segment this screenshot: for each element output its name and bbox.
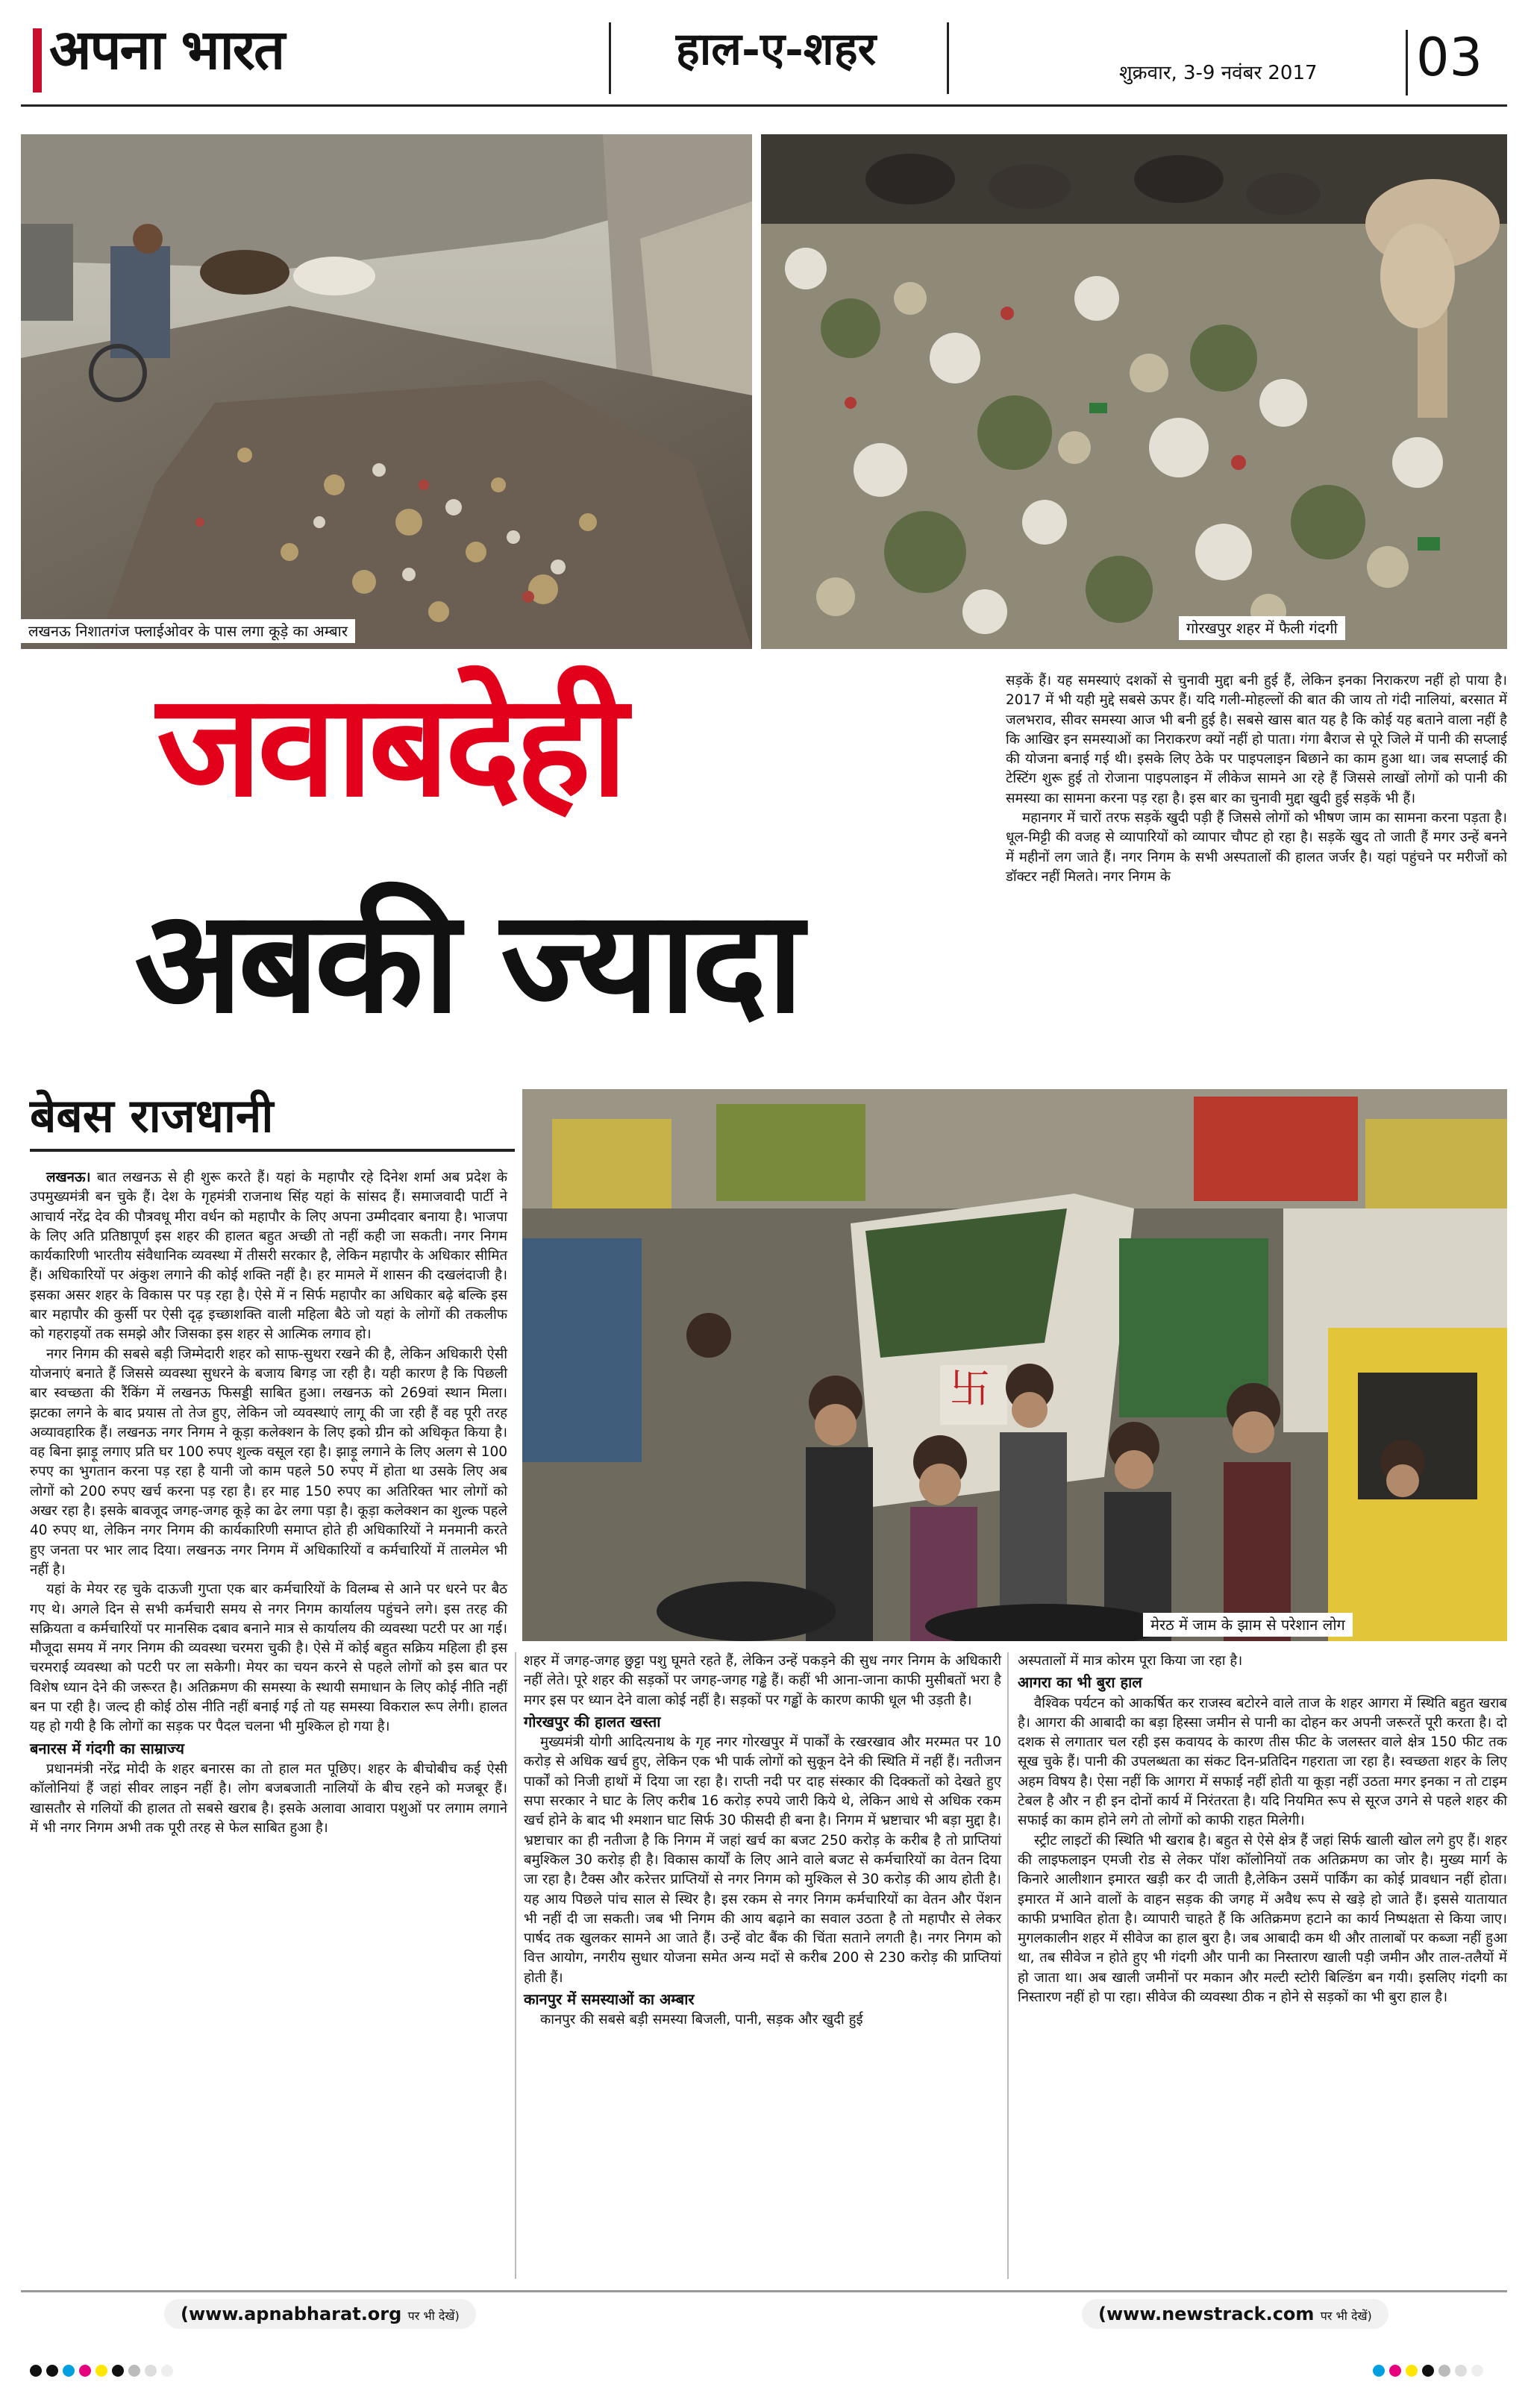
kanpur-subheading: कानपुर में समस्याओं का अम्बार xyxy=(524,1990,695,2009)
column-2-para-3: कानपुर की सबसे बड़ी समस्या बिजली, पानी, सड़क और खुदी हुई xyxy=(540,2012,863,2028)
column-2 xyxy=(524,1652,1001,2031)
dateline-lucknow: लखनऊ। xyxy=(46,1170,91,1185)
newspaper-logo: अपना भारत xyxy=(49,18,284,82)
column-1-para-3: यहां के मेयर रह चुके दाऊजी गुप्ता एक बार कर्मचारियों के विलम्ब से आने पर धरने पर बैठ गए थे। अगले दिन से सभी कर्मचारी समय से नगर निगम कार्यालय पहुंचने लगे। इस तरह की सक्रियता व कर्मचारियों पर मानसिक दबाव बनाने मात्र से कार्यालय की व्यवस्था पटरी पर आ गई। मौजूदा समय में नगर निगम की व्यवस्था चरमरा चुकी है। ऐसे में कोई बहुत सक्रिय महिला ही इस चरमराई व्यवस्था को पटरी पर ला सकेगी। मेयर का चयन करने से पहले लोगों को इस बात पर विशेष ध्यान देने की जरूरत है। अतिक्रमण की समस्या के स्थायी समाधान के लिए कोई नीति नहीं बन पा रही है। जल्द ही कोई ठोस नीति नहीं बनाई गई तो यह समस्या विकराल रूप लेगी। हालत यह हो गयी है कि लोगों का सड़क पर पैदल चलना भी मुश्किल हो गया है। xyxy=(30,1581,507,1735)
column-2-para-1: शहर में जगह-जगह छुट्टा पशु घूमते रहते हैं, लेकिन उन्हें पकड़ने की सुध नगर निगम के अधिकारी नहीं लेते। पूरे शहर की सड़कों पर जगह-जगह गड्ढे हैं। कहीं भी आना-जाना काफी मुसीबतों भरा है मगर इस पर ध्यान देने वाला कोई नहीं है। सड़कों पर गड्ढों के कारण काफी धूल भी उड़ती है। xyxy=(524,1653,1001,1708)
agra-subheading: आगरा का भी बुरा हाल xyxy=(1018,1673,1142,1692)
column-divider-2 xyxy=(1007,1652,1009,2279)
footer-link-newstrack[interactable] xyxy=(1082,2299,1388,2329)
column-1-para-4: प्रधानमंत्री नरेंद्र मोदी के शहर बनारस का तो हाल मत पूछिए। शहर के बीचोबीच कई ऐसी कॉलोनियां हैं जहां सीवर लाइन नहीं है। लोग बजबजाती नालियों के बीच रहने को मजबूर हैं। खासतौर से गलियों की हालत तो सबसे खराब है। इसके अलावा आवारा पशुओं पर लगाम लगाने में भी नगर निगम अभी तक पूरी तरह से फेल साबित हुआ है। xyxy=(30,1760,507,1836)
footer-left-suffix: पर भी देखें) xyxy=(407,2309,460,2323)
gorakhpur-subheading: गोरखपुर की हालत खस्ता xyxy=(524,1712,661,1731)
lucknow-photo-caption: लखनऊ निशातगंज फ्लाईओवर के पास लगा कूड़े का अम्बार xyxy=(21,619,355,643)
column-3-para-2: वैश्विक पर्यटन को आकर्षित कर राजस्व बटोरने वाले ताज के शहर आगरा में स्थिति बहुत खराब है। आगरा की आबादी का बड़ा हिस्सा जमीन से पानी का दोहन कर अपनी जरूरतें पूरी करता है। दो दशक से लगातार चल रही इस कवायद के कारण तीस फीट के जलस्तर वाले क्षेत्र 150 फीट तक सूख चुके हैं। पानी की उपलब्धता का संकट दिन-प्रतिदिन गहराता जा रहा है। स्वच्छता शहर के लिए अहम विषय है। ऐसा नहीं कि आगरा में सफाई नहीं होती या कूड़ा नहीं उठता मगर इनका न तो टाइम टेबल है और न ही इन दोनों कार्य में निरंतरता है। यदि नियमित रूप से सूरज उगने से पहले शहर की सफाई का काम होने लगे तो लोगों को काफी राहत मिलेगी। xyxy=(1018,1695,1507,1829)
column-3-top-para-1: सड़कें हैं। यह समस्याएं दशकों से चुनावी मुद्दा बनी हुई हैं, लेकिन इनका निराकरण नहीं हो पाया है। 2017 में भी यही मुद्दे सबसे ऊपर हैं। यदि गली-मोहल्लों की बात की जाय तो गंदी नालियां, बरसात में जलभराव, सीवर समस्या आज भी बनी हुई है। सबसे खास बात यह है कि कोई यह बताने वाला नहीं है कि आखिर इन समस्याओं का निराकरण क्यों नहीं हो पाता। गंगा बैराज से पूरे जिले में पानी की सप्लाई की योजना बनाई गई थी। इसके लिए ठेके पर पाइपलाइन बिछाने का काम हुआ था। जब सप्लाई की टेस्टिंग शुरू हुई तो रोजाना पाइपलाइन में लीकेज सामने आ रहे हैं जिससे लाखों लोगों को पानी की समस्या का सामना करना पड़ रहा है। इस बार का चुनावी मुद्दा खुदी हुई सड़कें भी हैं। xyxy=(1006,673,1507,806)
headline-line-2: अबकी ज्यादा xyxy=(134,880,800,1044)
page-number-divider xyxy=(1406,30,1408,95)
banaras-subheading: बनारस में गंदगी का साम्राज्य xyxy=(30,1739,184,1758)
column-1 xyxy=(30,1168,507,1838)
meerut-photo-caption: मेरठ में जाम के झाम से परेशान लोग xyxy=(1143,1613,1353,1637)
gorakhpur-photo-caption: गोरखपुर शहर में फैली गंदगी xyxy=(1179,616,1345,640)
svg-text:卐: 卐 xyxy=(950,1365,990,1412)
lucknow-garbage-photo xyxy=(21,134,752,649)
column-3-top xyxy=(1006,671,1507,887)
subhead-underline xyxy=(30,1149,515,1152)
column-3 xyxy=(1018,1652,1507,2007)
dateline: शुक्रवार, 3-9 नवंबर 2017 xyxy=(1119,62,1318,84)
column-3-para-1: अस्पतालों में मात्र कोरम पूरा किया जा रहा है। xyxy=(1018,1653,1243,1669)
section-title: हाल-ए-शहर xyxy=(675,23,877,75)
section-subhead: बेबस राजधानी xyxy=(30,1088,274,1143)
color-registration-dots-left xyxy=(30,2365,173,2377)
column-1-para-1: बात लखनऊ से ही शुरू करते हैं। यहां के महापौर रहे दिनेश शर्मा अब प्रदेश के उपमुख्यमंत्री बन चुके हैं। देश के गृहमंत्री राजनाथ सिंह यहां के सांसद हैं। समाजवादी पार्टी ने आचार्य नरेंद्र देव की पौत्रवधू मीरा वर्धन को महापौर के लिए अपना उम्मीदवार बनाया है। भाजपा के लिए अति प्रतिष्ठापूर्ण इस शहर की हालत बहुत अच्छी तो नहीं कही जा सकती। नगर निगम कार्यकारिणी भारतीय संवैधानिक व्यवस्था में तीसरी सरकार है, लेकिन महापौर के अधिकार सीमित हैं। अधिकारियों पर अंकुश लगाने की कोई शक्ति नहीं है। हर मामले में शासन की दखलंदाजी है। इसका असर शहर के विकास पर पड़ रहा है। ऐसे में न सिर्फ महापौर का अधिकार बढ़े बल्कि इस बार महापौर की कुर्सी पर ऐसी दृढ़ इच्छाशक्ति वाली महिला बैठे जो यहां के लोगों की तकलीफ को गहराइयों तक समझे और जिसका इस शहर से आत्मिक लगाव हो। xyxy=(30,1170,507,1343)
color-registration-dots-right xyxy=(1373,2365,1483,2377)
logo-accent-bar xyxy=(33,28,42,93)
column-3-para-3: स्ट्रीट लाइटों की स्थिति भी खराब है। बहुत से ऐसे क्षेत्र हैं जहां सिर्फ खाली खोल लगे हुए हैं। शहर की लाइफलाइन एमजी रोड से लेकर पॉश कॉलोनियों तक अतिक्रमण का जोर है। मुख्य मार्ग के किनारे आलीशान इमारत खड़ी कर दी जाती है,लेकिन उसमें पार्किंग का कोई प्रावधान नहीं होता। इमारत में आने वालों के वाहन सड़क की जगह में अवैध रूप से खड़े हो जाते हैं। इससे यातायात काफी प्रभावित होता है। व्यापारी चाहते हैं कि अतिक्रमण हटाने का कार्य निष्पक्षता से किया जाए। मुगलकालीन शहर में सीवेज का हाल बुरा है। जब आबादी कम थी और तालाबों पर कब्जा नहीं हुआ था, तब सीवेज न होते हुए भी गंदगी और पानी का निस्तारण खाली पड़ी जमीन और ताल-तलैयों में हो जाता था। अब खाली जमीनों पर मकान और मल्टी स्टोरी बिल्डिंग बन गयी। इसलिए गंदगी का निस्तारण नहीं हो पा रहा। सीवेज की व्यवस्था ठीक न होने से सड़कों का भी बुरा हाल है। xyxy=(1018,1832,1507,2006)
meerut-traffic-photo xyxy=(522,1089,1507,1641)
footer-link-apnabharat[interactable] xyxy=(164,2299,476,2329)
column-3-top-para-2: महानगर में चारों तरफ सड़कें खुदी पड़ी हैं जिससे लोगों को भीषण जाम का सामना करना पड़ता है। धूल-मिट्टी की वजह से व्यापारियों को व्यापार चौपट हो रहा है। सड़कें खुद तो जाती हैं मगर उन्हें बनने में महीनों लग जाते हैं। नगर निगम के सभी अस्पतालों की हालत जर्जर है। यहां पहुंचने पर मरीजों को डॉक्टर नहीं मिलते। नगर निगम के xyxy=(1006,810,1507,885)
gorakhpur-garbage-photo xyxy=(761,134,1507,649)
footer-rule xyxy=(21,2290,1507,2292)
column-divider-1 xyxy=(515,1652,516,2279)
headline-line-1: जवाबदेही xyxy=(157,663,624,828)
footer-right-suffix: पर भी देखें) xyxy=(1320,2309,1372,2323)
column-1-para-2: नगर निगम की सबसे बड़ी जिम्मेदारी शहर को साफ-सुथरा रखने की है, लेकिन अधिकारी ऐसी योजनाएं बनाते हैं जिससे व्यवस्था सुधरने के बजाय बिगड़ जा रही है। यही कारण है कि पिछली बार स्वच्छता की रैंकिंग में लखनऊ फिसड्डी साबित हुआ। लखनऊ को 269वां स्थान मिला। झटका लगने के बाद प्रयास तो तेज हुए, लेकिन जो व्यवस्थाएं लागू की जा रही हैं वह पूरी तरह अव्यावहारिक हैं। लखनऊ नगर निगम ने कूड़ा कलेक्शन के लिए इको ग्रीन को अधिकृत किया है। वह बिना झाड़ू लगाए प्रति घर 100 रुपए शुल्क वसूल रहा है। झाड़ू लगाने के लिए अलग से 100 रुपए का भुगतान करना पड़ रहा है यानी जो काम पहले 50 रुपए में होता था उसके लिए अब लोगों को 200 रुपए खर्च करना पड़ रहा है। हर माह 150 रुपए का अतिरिक्त भार लोगों को अखर रहा है। इसके बावजूद जगह-जगह कूड़े का ढेर लगा पड़ा है। कूड़ा कलेक्शन का शुल्क पहले 40 रुपए था, लेकिन नगर निगम की कार्यकारिणी समाप्त होते ही अधिकारियों ने मनमानी करते हुए जनता पर भार लाद दिया। लखनऊ नगर निगम में अधिकारियों व कर्मचारियों में तालमेल भी नहीं है। xyxy=(30,1346,507,1578)
footer-left-url: (www.apnabharat.org xyxy=(181,2304,402,2324)
page-number: 03 xyxy=(1416,27,1483,88)
column-2-para-2: मुख्यमंत्री योगी आदित्यनाथ के गृह नगर गोरखपुर में पार्कों के रखरखाव और मरम्मत पर 10 करोड़ से अधिक खर्च हुए, लेकिन एक भी पार्क लोगों को सुकून देने की स्थिति में नहीं हैं। नतीजन पार्कों को निजी हाथों में दिया जा रहा है। राप्ती नदी पर दाह संस्कार की दिक्कतों को देखते हुए सपा सरकार ने घाट के लिए करीब 16 करोड़ रुपये जारी किये थे, लेकिन आधे से अधिक रकम खर्च होने के बाद भी श्मशान घाट सिर्फ 30 फीसदी ही बना है। निगम में भ्रष्टाचार भी बड़ा मुद्दा है। भ्रष्टाचार का ही नतीजा है कि निगम में जहां खर्च का बजट 250 करोड़ के करीब है तो प्राप्तियां बमुश्किल 30 करोड़ ही है। विकास कार्यों के लिए आने वाले बजट से कर्मचारियों का वेतन दिया जा रहा है। टैक्स और करेत्तर प्राप्तियों से नगर निगम को मुश्किल से 30 करोड़ की आय होती है। यह आय पिछले पांच साल से स्थिर है। इस रकम से नगर निगम कर्मचारियों का वेतन और पेंशन भी नहीं दी जा सकती। जब भी निगम की आय बढ़ाने का सवाल उठता है तो महापौर से लेकर पार्षद तक खुलकर सामने आ जाते हैं। उन्हें वोट बैंक की चिंता सताने लगती है। नगर निगम को वित्त आयोग, नगरीय सुधार योजना समेत अन्य मदों से करीब 200 से 230 करोड़ की प्राप्तियां होती हैं। xyxy=(524,1734,1001,1986)
footer-right-url: (www.newstrack.com xyxy=(1098,2304,1315,2324)
